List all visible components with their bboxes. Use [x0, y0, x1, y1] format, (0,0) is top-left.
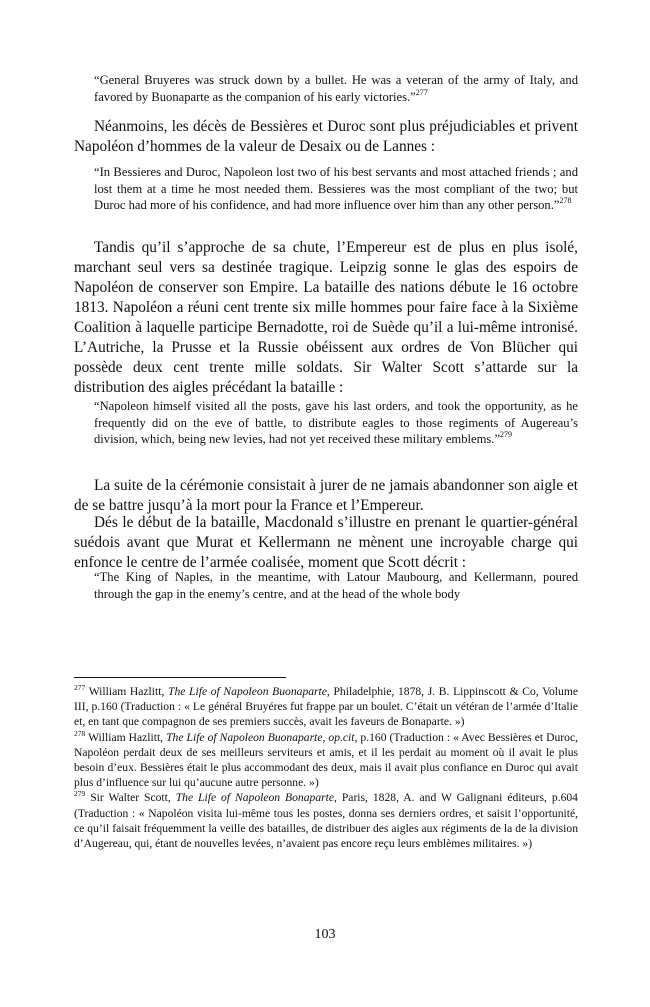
quote-text: “In Bessieres and Duroc, Napoleon lost two of his best servants and most attached friends ; and lost them at a time he most needed them. Bessieres was the most compliant of the two; but Duroc had more of his confidence, and had more influence over him than any other person.” [94, 165, 578, 213]
footnote: $^{277}$ William Hazlitt, The Life of Napoleon Buonaparte, Philadelphie, 1878, J. B. Lippinscott & Co, Volume III, p.160 (Traduction : « Le général Bruyéres fut frappe par un boulet. C’était un vétéran de l’armée d’Italie et, en tant que compagnon de ses premiers succès, avait les faveurs de Bonaparte. ») [74, 683, 578, 729]
body-paragraph [74, 117, 578, 157]
page-number: 103 [314, 927, 336, 942]
quote-block [74, 72, 578, 105]
quote-block [74, 569, 578, 602]
footnote-separator [74, 677, 286, 678]
footnote: $^{279}$ Sir Walter Scott, The Life of Napoleon Bonaparte, Paris, 1828, A. and W Galignani éditeurs, p.604 (Traduction : « Napoléon visita lui-même tous les postes, donna ses derniers ordres, et saisit l’opportunité, ce qu’il faisait fréquemment la veille des batailles, de distribuer des aigles aux régiments de la de la division d’Augereau, qui, étant de nouvelles levées, n’avaient pas encore reçu leurs emblèmes militaires. ») [74, 789, 578, 851]
paragraph-text: Dés le début de la bataille, Macdonald s’illustre en prenant le quartier-général suédois avant que Murat et Kellermann ne mènent une incroyable charge qui enfonce le centre de l’armée coalisée, moment que Scott décrit : [74, 514, 578, 571]
footnote-ref[interactable]: 279 [500, 430, 513, 440]
book-title: The Life of Napoleon Buonaparte, op.cit [166, 730, 355, 744]
footnote-ref[interactable]: 278 [559, 196, 572, 206]
paragraph-text: Néanmoins, les décès de Bessières et Duroc sont plus préjudiciables et privent Napoléon d’hommes de la valeur de Desaix ou de Lannes : [74, 118, 578, 155]
quote-text: “General Bruyeres was struck down by a bullet. He was a veteran of the army of Italy, and favored by Buonaparte as the companion of his early victories.” [94, 73, 578, 104]
quote-text: “Napoleon himself visited all the posts, gave his last orders, and took the opportunity, as he frequently did on the eve of battle, to distribute eagles to those regiments of Augereau’s division, which, being new levies, had not yet received these military emblems.” [94, 399, 578, 447]
footnote-number: 277 [74, 683, 86, 692]
body-paragraph [74, 476, 578, 516]
quote-block [74, 164, 578, 214]
paragraph-text: Tandis qu’il s’approche de sa chute, l’Empereur est de plus en plus isolé, marchant seul vers sa destinée tragique. Leipzig sonne le glas des espoirs de Napoléon de conserver son Empire. La bataille des nations débute le 16 octobre 1813. Napoléon a réuni cent trente six mille hommes pour faire face à la Sixième Coalition à laquelle participe Bernadotte, roi de Suède qu’il a lui-même intronisé. L’Autriche, la Prusse et la Russie obéissent aux ordres de Von Blücher qui possède deux cent trente mille soldats. Sir Walter Scott s’attarde sur la distribution des aigles précédant la bataille : [74, 239, 578, 396]
body-paragraph [74, 513, 578, 573]
quote-block [74, 398, 578, 448]
quote-text: “The King of Naples, in the meantime, with Latour Maubourg, and Kellermann, poured through the gap in the enemy’s centre, and at the head of the whole body [94, 570, 578, 601]
footnote: $^{278}$ William Hazlitt, The Life of Napoleon Buonaparte, op.cit, p.160 (Traduction : « Avec Bessières et Duroc, Napoléon perdait deux de ses meilleurs serviteurs et amis, et il les perdait au moment où il avait le plus besoin d’eux. Bessières était le plus accommodant des deux, mais il avait plus confiance en Duroc qui avait plus d’influence sur lui qu’aucune autre personne. ») [74, 728, 578, 790]
body-paragraph [74, 238, 578, 398]
footnote-ref[interactable]: 277 [415, 87, 428, 97]
footnotes [74, 684, 578, 851]
book-title: The Life of Napoleon Buonaparte, [168, 685, 330, 698]
paragraph-text: La suite de la cérémonie consistait à jurer de ne jamais abandonner son aigle et de se battre jusqu’à la mort pour la France et l’Empereur. [74, 477, 578, 514]
book-title: The Life of Napoleon Bonaparte [175, 791, 334, 805]
footnote-number: 278 [74, 728, 86, 738]
footnote-number: 279 [74, 789, 86, 799]
